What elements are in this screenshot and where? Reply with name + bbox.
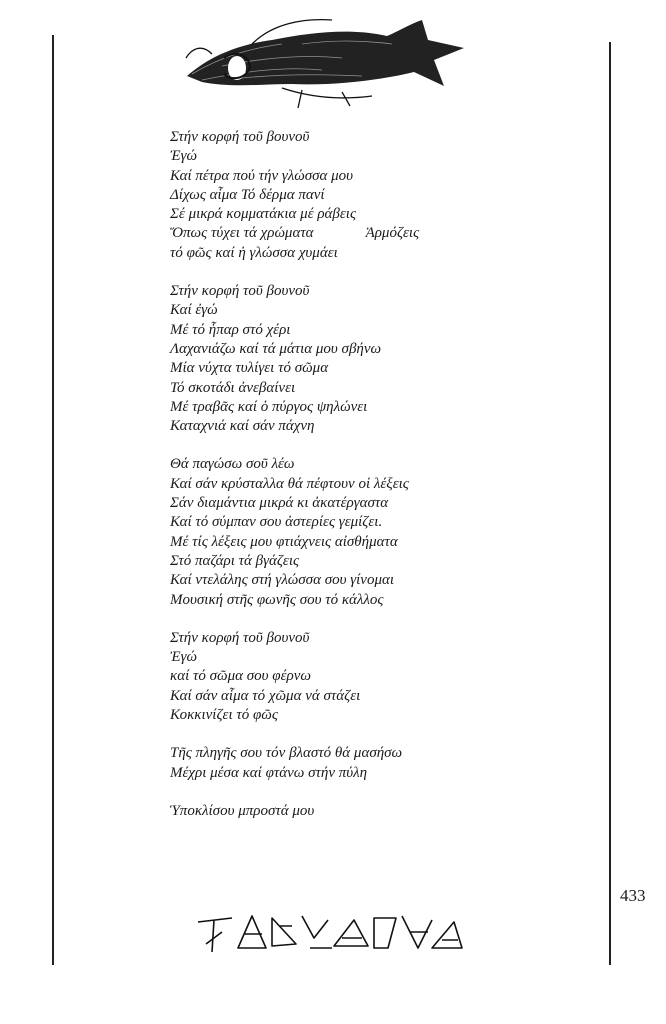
poem-line-tail: Ἁρμόζεις [365, 225, 420, 242]
poem-line: Ἐγώ [170, 649, 198, 666]
poem-line: Μέ τίς λέξεις μου φτιάχνεις αἰσθήματα [170, 533, 398, 550]
poem-line: Θά παγώσω σοῦ λέω [170, 456, 295, 473]
poem-line: καί τό σῶμα σου φέρνω [170, 668, 311, 685]
poem-line: Στήν κορφή τοῦ βουνοῦ [170, 629, 310, 646]
poem-line [170, 224, 490, 243]
poem-line: Λαχανιάζω καί τά μάτια μου σβήνω [170, 340, 382, 357]
poem-line: Στό παζάρι τά βγάζεις [170, 552, 300, 569]
poem-line: Καί σάν κρύσταλλα θά πέφτουν οἱ λέξεις [170, 475, 409, 492]
poem-line: Κοκκινίζει τό φῶς [170, 707, 278, 724]
poem-line: Καί ντελάλης στή γλώσσα σου γίνομαι [170, 572, 395, 589]
page-number: 433 [620, 886, 646, 905]
poem-body [170, 128, 490, 840]
poem-line: Δίχως αἷμα Τό δέρμα πανί [170, 186, 325, 203]
poem-line: Μέχρι μέσα καί φτάνω στήν πύλη [170, 764, 368, 781]
poem-line: Μέ τό ἧπαρ στό χέρι [170, 321, 291, 338]
poem-line: Στήν κορφή τοῦ βουνοῦ [170, 129, 310, 145]
poem-line: Μουσική στῆς φωνῆς σου τό κάλλος [170, 591, 384, 608]
poem-line: Ὑποκλίσου μπροστά μου [170, 802, 315, 819]
stanza-3 [170, 455, 490, 609]
poem-line: Στήν κορφή τοῦ βουνοῦ [170, 283, 310, 300]
poem-line: Μέ τραβᾶς καί ὁ πύργος ψηλώνει [170, 398, 368, 415]
stanza-6 [170, 802, 490, 821]
scribble-drawing-icon [182, 14, 467, 112]
poem-line: Ἐγώ [170, 148, 198, 165]
signature-glyph-icon [192, 908, 464, 958]
poem-line: Καί ἐγώ [170, 302, 218, 319]
poem-line: τό φῶς καί ἡ γλώσσα χυμάει [170, 244, 338, 261]
stanza-5 [170, 744, 490, 783]
poem-line-text: Ὅπως τύχει τά χρώματα [170, 225, 314, 242]
poem-line: Μία νύχτα τυλίγει τό σῶμα [170, 360, 329, 377]
stanza-1 [170, 128, 490, 263]
poem-line: Καί πέτρα πού τήν γλώσσα μου [170, 167, 354, 184]
poem-line: Τῆς πληγῆς σου τόν βλαστό θά μασήσω [170, 745, 403, 762]
poem-line: Καί τό σύμπαν σου ἀστερίες γεμίζει. [170, 514, 383, 531]
poem-line: Σέ μικρά κομματάκια μέ ράβεις [170, 206, 357, 223]
right-margin-rule [609, 42, 611, 965]
stanza-4 [170, 629, 490, 725]
poem-line: Καί σάν αἷμα τό χῶμα νά στάζει [170, 687, 361, 704]
poem-line: Καταχνιά καί σάν πάχνη [170, 418, 315, 435]
poem-line: Σάν διαμάντια μικρά κι ἀκατέργαστα [170, 495, 389, 512]
stanza-2 [170, 282, 490, 436]
left-margin-rule [52, 35, 54, 965]
poem-line: Τό σκοτάδι ἀνεβαίνει [170, 379, 296, 396]
